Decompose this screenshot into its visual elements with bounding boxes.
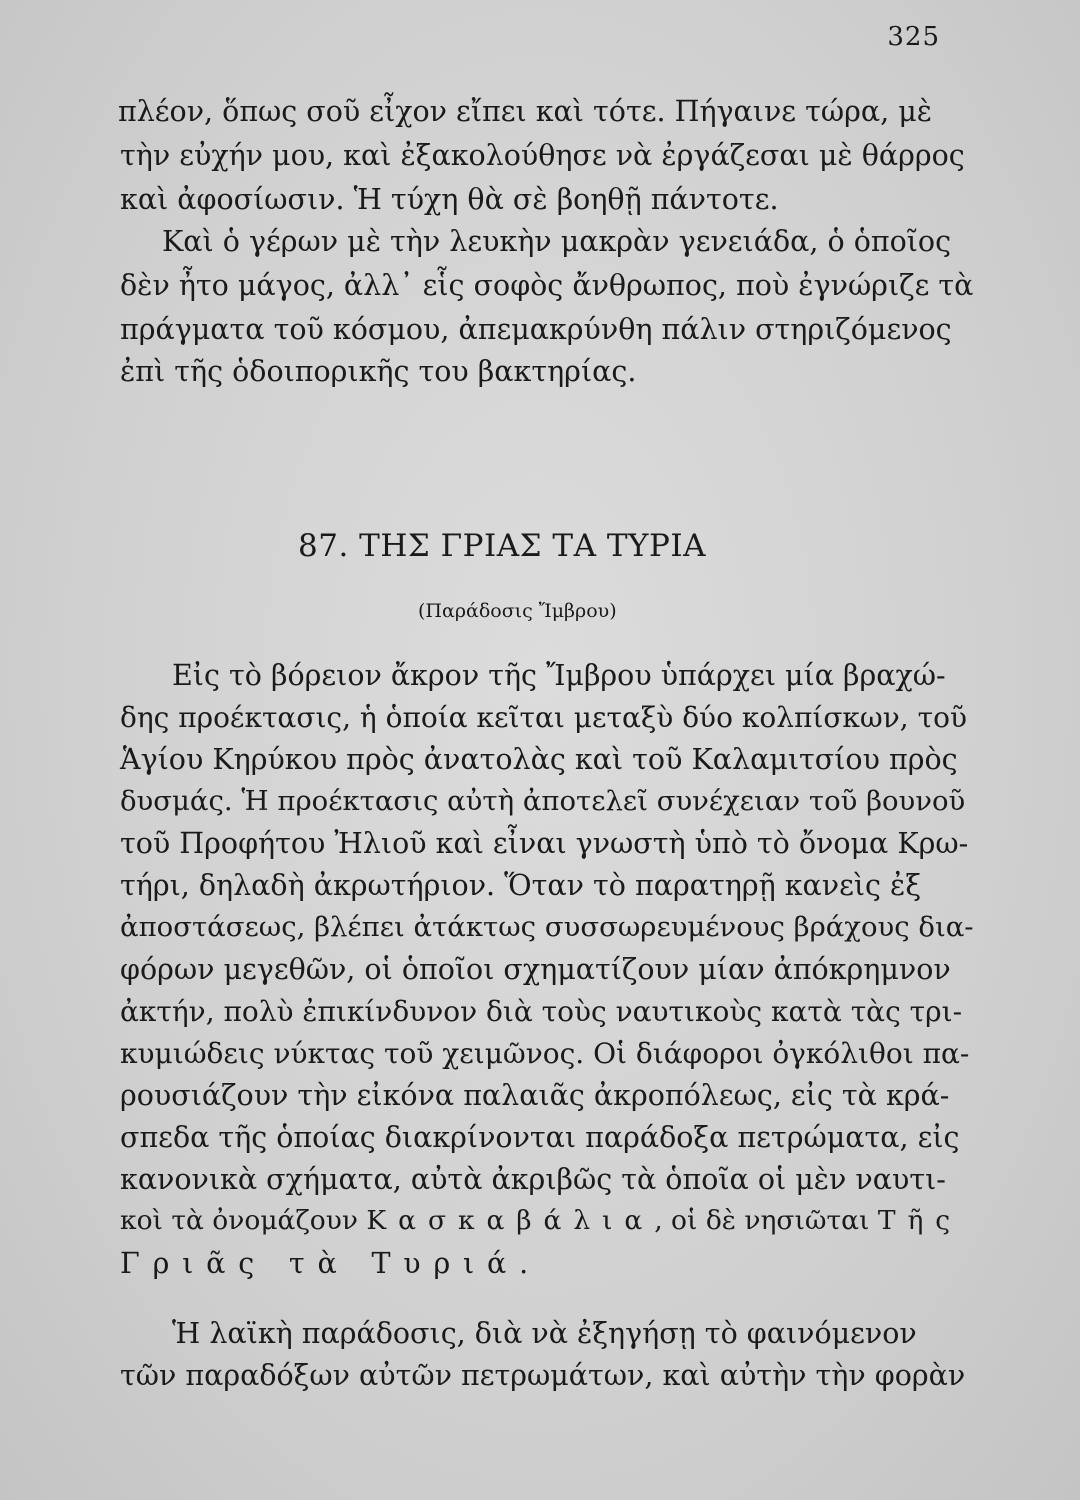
text-line: ἀποστάσεως, βλέπει ἀτάκτως συσσωρευμένους βράχους δια- xyxy=(120,911,974,943)
text-line: δὲν ἦτο μάγος, ἀλλ᾽ εἷς σοφὸς ἄνθρωπος, ποὺ ἐγνώριζε τὰ xyxy=(120,269,974,302)
text-line: Εἰς τὸ βόρειον ἄκρον τῆς Ἴμβρου ὑπάρχει μία βραχώ- xyxy=(172,659,946,692)
text-run: , οἱ δὲ νησιῶται xyxy=(654,1205,878,1236)
text-line: τὴν εὐχήν μου, καὶ ἐξακολούθησε νὰ ἐργάζεσαι μὲ θάρρος xyxy=(120,139,965,172)
text-run: κοὶ τὰ ὀνομάζουν xyxy=(120,1205,367,1236)
text-line: πλέον, ὅπως σοῦ εἶχον εἴπει καὶ τότε. Πήγαινε τώρα, μὲ xyxy=(118,95,933,128)
text-line: Καὶ ὁ γέρων μὲ τὴν λευκὴν μακρὰν γενειάδα, ὁ ὁποῖος xyxy=(162,225,952,258)
section-title: 87. ΤΗΣ ΓΡΙΑΣ ΤΑ ΤΥΡΙΑ xyxy=(298,528,706,564)
spaced-term: Κασκαβάλια xyxy=(366,1205,655,1236)
text-line: Ἁγίου Κηρύκου πρὸς ἀνατολὰς καὶ τοῦ Καλαμιτσίου πρὸς xyxy=(120,743,958,776)
text-line: κανονικὰ σχήματα, αὐτὰ ἀκριβῶς τὰ ὁποῖα οἱ μὲν ναυτι- xyxy=(120,1163,946,1196)
text-run: . xyxy=(519,1247,529,1280)
section-subtitle: (Παράδοσις Ἴμβρου) xyxy=(418,600,617,622)
text-line: τήρι, δηλαδὴ ἀκρωτήριον. Ὅταν τὸ παρατηρῇ κανεὶς ἐξ xyxy=(120,869,922,902)
spaced-term: Τῆς xyxy=(877,1205,963,1236)
text-line xyxy=(120,1205,963,1236)
text-line: σπεδα τῆς ὁποίας διακρίνονται παράδοξα πετρώματα, εἰς xyxy=(120,1121,960,1154)
text-line: ἐπὶ τῆς ὁδοιπορικῆς του βακτηρίας. xyxy=(120,355,637,388)
text-line: τῶν παραδόξων αὐτῶν πετρωμάτων, καὶ αὐτὴν τὴν φορὰν xyxy=(120,1359,966,1392)
text-line: ρουσιάζουν τὴν εἰκόνα παλαιᾶς ἀκροπόλεως, εἰς τὰ κρά- xyxy=(120,1079,950,1112)
text-line: καὶ ἀφοσίωσιν. Ἡ τύχη θὰ σὲ βοηθῇ πάντοτε. xyxy=(120,183,779,216)
text-line: τοῦ Προφήτου Ἠλιοῦ καὶ εἶναι γνωστὴ ὑπὸ τὸ ὄνομα Κρω- xyxy=(120,827,969,860)
text-line: ἀκτήν, πολὺ ἐπικίνδυνον διὰ τοὺς ναυτικοὺς κατὰ τὰς τρι- xyxy=(120,995,963,1028)
text-line: πράγματα τοῦ κόσμου, ἀπεμακρύνθη πάλιν στηριζόμενος xyxy=(120,313,952,346)
text-line: κυμιώδεις νύκτας τοῦ χειμῶνος. Οἱ διάφοροι ὀγκόλιθοι πα- xyxy=(120,1037,970,1070)
text-line xyxy=(120,1247,529,1280)
text-line: φόρων μεγεθῶν, οἱ ὁποῖοι σχηματίζουν μίαν ἀπόκρημνον xyxy=(120,953,951,986)
spaced-term: Γριᾶς τὰ Τυριά xyxy=(120,1247,520,1280)
page-number: 325 xyxy=(887,22,940,52)
text-line: Ἡ λαϊκὴ παράδοσις, διὰ νὰ ἐξηγήσῃ τὸ φαινόμενον xyxy=(172,1317,917,1350)
text-line: δυσμάς. Ἡ προέκτασις αὐτὴ ἀποτελεῖ συνέχειαν τοῦ βουνοῦ xyxy=(120,785,966,817)
text-line: δης προέκτασις, ἡ ὁποία κεῖται μεταξὺ δύο κολπίσκων, τοῦ xyxy=(120,701,967,734)
